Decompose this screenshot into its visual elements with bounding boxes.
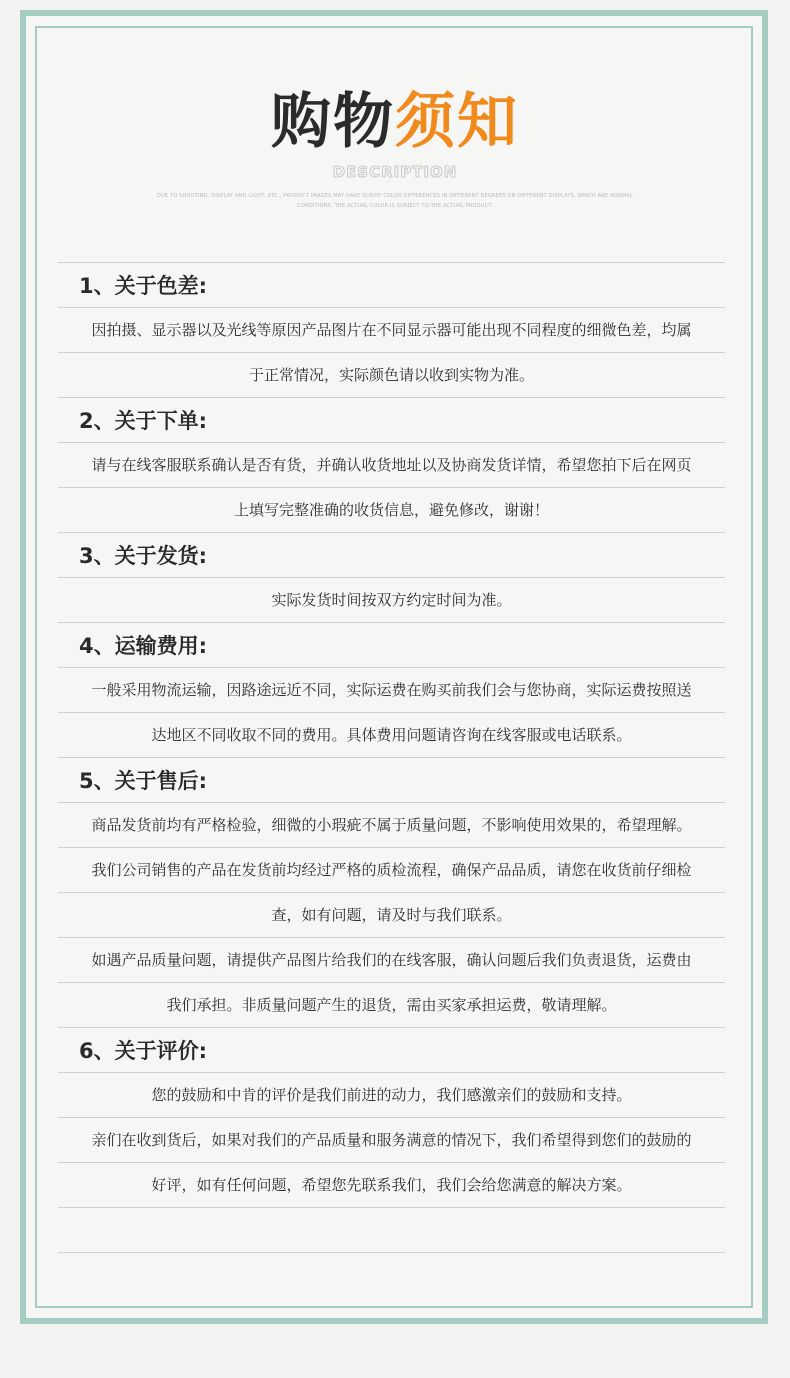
fine-print-line-1: DUE TO SHOOTING, DISPLAY AND LIGHT, ETC., PRODUCT IMAGES MAY HAVE SLIGHT COLOR DIFFERENCES IN DIFFERENT DEGREES ON DIFFERENT DISPLAYS, WHICH ARE NORMAL <box>156 193 634 199</box>
title-dark-part: 购物 <box>271 87 395 157</box>
section-text-line: 如遇产品质量问题，请提供产品图片给我们的在线客服，确认问题后我们负责退货，运费由 <box>91 951 692 969</box>
section-heading: 6、关于评价: <box>79 1038 208 1063</box>
title-orange-part: 须知 <box>395 87 519 157</box>
section-text-line: 一般采用物流运输，因路途远近不同，实际运费在购买前我们会与您协商，实际运费按照送 <box>91 681 692 699</box>
section-text-line: 达地区不同收取不同的费用。具体费用问题请咨询在线客服或电话联系。 <box>151 726 632 744</box>
section-text-line: 我们公司销售的产品在发货前均经过严格的质检流程，确保产品品质，请您在收货前仔细检 <box>91 861 692 879</box>
section-text-line: 因拍摄、显示器以及光线等原因产品图片在不同显示器可能出现不同程度的细微色差，均属 <box>91 321 692 339</box>
section-heading: 4、运输费用: <box>79 633 208 658</box>
section-text-line: 于正常情况，实际颜色请以收到实物为准。 <box>248 366 534 384</box>
section-text-line: 好评，如有任何问题，希望您先联系我们，我们会给您满意的解决方案。 <box>151 1176 632 1194</box>
section-text-line: 查，如有问题，请及时与我们联系。 <box>271 906 512 924</box>
fine-print-line-2: CONDITIONS, THE ACTUAL COLOR IS SUBJECT TO THE ACTUAL PRODUCT. <box>297 203 493 209</box>
section-text-line: 上填写完整准确的收货信息，避免修改，谢谢！ <box>233 501 549 519</box>
page-title <box>0 82 790 162</box>
divider-line <box>58 1207 725 1208</box>
section-text-line: 商品发货前均有严格检验，细微的小瑕疵不属于质量问题，不影响使用效果的，希望理解。 <box>91 816 692 834</box>
subtitle-description: DESCRIPTION <box>332 163 458 181</box>
section-heading: 1、关于色差: <box>79 273 208 298</box>
section-text-line: 我们承担。非质量问题产生的退货，需由买家承担运费，敬请理解。 <box>166 996 617 1014</box>
section-text-line: 亲们在收到货后，如果对我们的产品质量和服务满意的情况下，我们希望得到您们的鼓励的 <box>91 1131 692 1149</box>
divider-line <box>58 1252 725 1253</box>
section-heading: 5、关于售后: <box>79 768 208 793</box>
section-text-line: 请与在线客服联系确认是否有货，并确认收货地址以及协商发货详情，希望您拍下后在网页 <box>91 456 692 474</box>
section-text-line: 您的鼓励和中肯的评价是我们前进的动力，我们感激亲们的鼓励和支持。 <box>151 1086 632 1104</box>
section-heading: 3、关于发货: <box>79 543 208 568</box>
section-heading: 2、关于下单: <box>79 408 208 433</box>
section-text-line: 实际发货时间按双方约定时间为准。 <box>271 591 512 609</box>
